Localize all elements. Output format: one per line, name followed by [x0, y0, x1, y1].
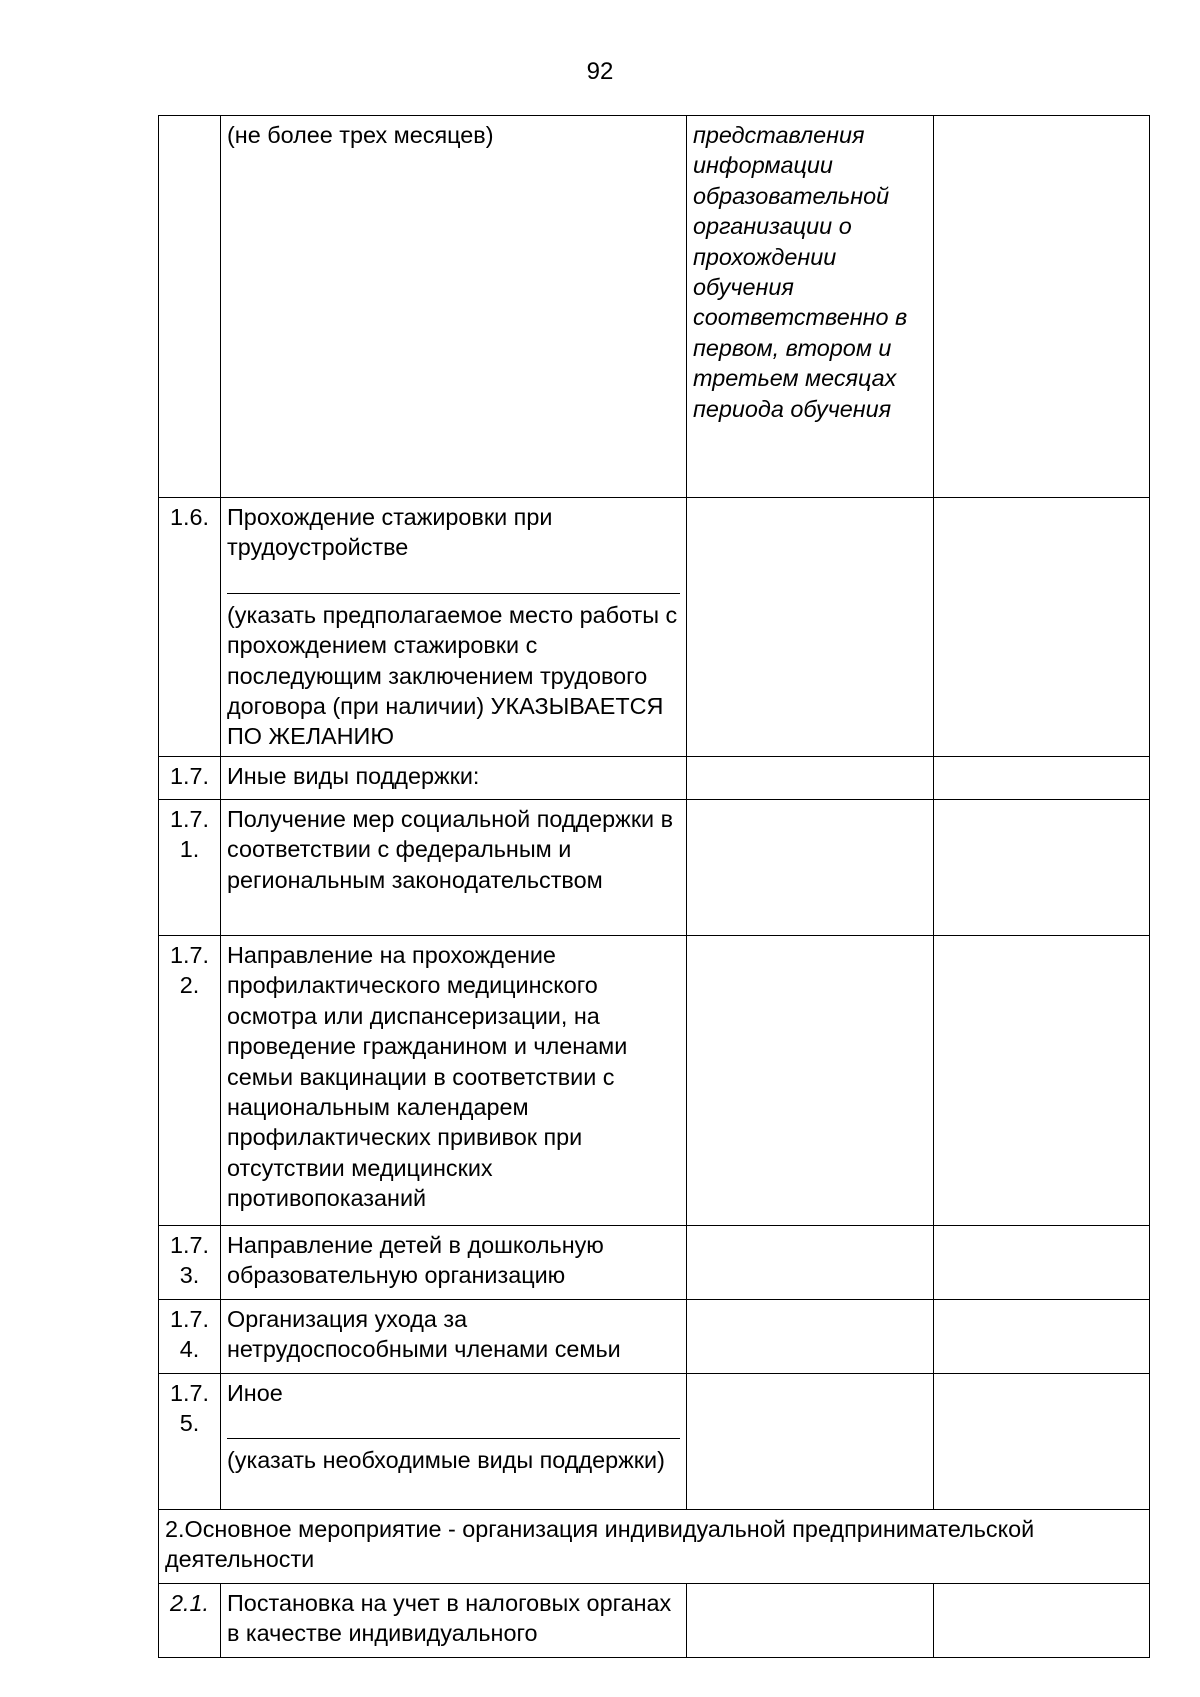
section-title: 2.Основное мероприятие - организация индивидуальной предпринимательской деятельности — [159, 1510, 1150, 1584]
fill-in-line — [227, 1438, 680, 1439]
table-row — [159, 936, 1150, 1226]
table-row — [159, 1584, 1150, 1658]
table-row — [159, 1226, 1150, 1300]
table-row — [159, 1300, 1150, 1374]
table-row — [159, 800, 1150, 936]
table-row — [159, 116, 1150, 498]
row-result-note — [687, 1300, 934, 1374]
row-result-note — [687, 936, 934, 1226]
row-description: Постановка на учет в налоговых органах в качестве индивидуального — [221, 1584, 687, 1658]
row-title: Прохождение стажировки при трудоустройстве — [227, 504, 553, 561]
row-result-note — [687, 800, 934, 936]
section-row — [159, 1510, 1150, 1584]
row-result-note — [687, 1584, 934, 1658]
fill-in-spacer — [227, 1408, 680, 1432]
row-result-note — [687, 757, 934, 800]
fill-in-spacer — [227, 563, 680, 587]
row-mark-cell — [934, 800, 1150, 936]
row-title: Иное — [227, 1380, 283, 1406]
row-description: Получение мер социальной поддержки в соответствии с федеральным и региональным законодательством — [221, 800, 687, 936]
row-number: 2.1. — [159, 1584, 221, 1658]
fill-in-line — [227, 593, 680, 594]
row-number: 1.6. — [159, 498, 221, 757]
row-mark-cell — [934, 1374, 1150, 1510]
row-result-note — [687, 1374, 934, 1510]
row-mark-cell — [934, 1226, 1150, 1300]
row-mark-cell — [934, 1300, 1150, 1374]
row-number: 1.7. 3. — [159, 1226, 221, 1300]
row-result-note — [687, 498, 934, 757]
row-number: 1.7. 2. — [159, 936, 221, 1226]
table-row — [159, 498, 1150, 757]
row-result-note — [687, 1226, 934, 1300]
row-note: (указать предполагаемое место работы с прохождением стажировки с последующим заключением трудового договора (при наличии) УКАЗЫВАЕТСЯ ПО ЖЕЛАНИЮ — [227, 601, 678, 750]
row-mark-cell — [934, 1584, 1150, 1658]
row-description: (не более трех месяцев) — [221, 116, 687, 498]
row-note: (указать необходимые виды поддержки) — [227, 1447, 665, 1474]
row-result-note: представления информации образовательной организации о прохождении обучения соответственно в первом, втором и третьем месяцах периода обучения — [687, 116, 934, 498]
row-description — [221, 1374, 687, 1510]
table-row — [159, 1374, 1150, 1510]
row-number: 1.7. 4. — [159, 1300, 221, 1374]
row-number — [159, 116, 221, 498]
row-description — [221, 498, 687, 757]
row-description: Направление на прохождение профилактического медицинского осмотра или диспансеризации, на проведение гражданином и членами семьи вакцинации в соответствии с национальным календарем профилактических прививок при отсутствии медицинских противопоказаний — [221, 936, 687, 1226]
row-description: Организация ухода за нетрудоспособными членами семьи — [221, 1300, 687, 1374]
row-number: 1.7. 5. — [159, 1374, 221, 1510]
row-mark-cell — [934, 498, 1150, 757]
support-measures-table — [158, 115, 1150, 1658]
table-row — [159, 757, 1150, 800]
row-description: Направление детей в дошкольную образовательную организацию — [221, 1226, 687, 1300]
row-mark-cell — [934, 757, 1150, 800]
row-mark-cell — [934, 936, 1150, 1226]
row-mark-cell — [934, 116, 1150, 498]
row-description: Иные виды поддержки: — [221, 757, 687, 800]
row-number: 1.7. — [159, 757, 221, 800]
page-number: 92 — [586, 58, 614, 85]
row-number: 1.7. 1. — [159, 800, 221, 936]
